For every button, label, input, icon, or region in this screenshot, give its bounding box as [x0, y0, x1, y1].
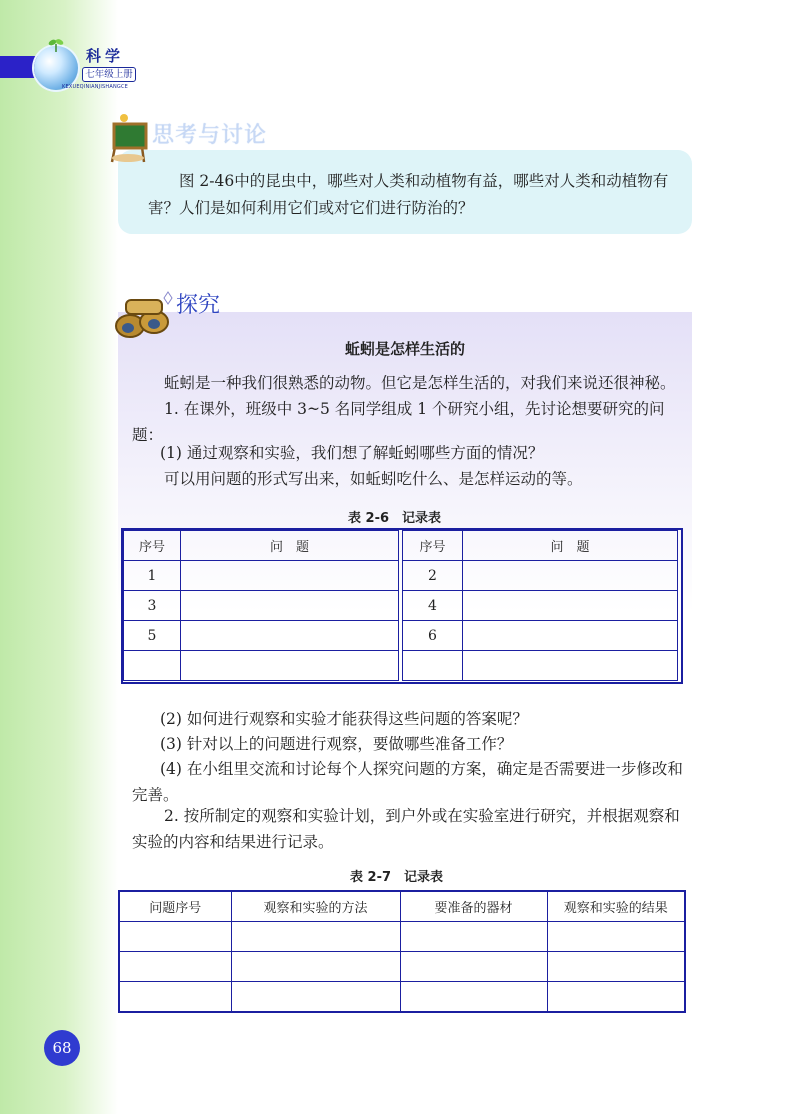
table-header-row	[124, 531, 399, 561]
table-row	[403, 651, 678, 681]
table-row	[124, 621, 399, 651]
table1-right	[402, 530, 678, 681]
table-cell-blank	[231, 952, 400, 982]
table-cell-number	[124, 651, 181, 681]
binoculars-icon	[112, 288, 178, 340]
table-cell-number: 3	[124, 591, 181, 621]
table-cell-blank	[181, 621, 399, 651]
table-row	[403, 561, 678, 591]
table-row	[119, 982, 685, 1013]
table-cell-number: 1	[124, 561, 181, 591]
sprout-icon	[48, 38, 64, 52]
table-header-cell: 要准备的器材	[400, 891, 547, 922]
table-header-cell: 序号	[403, 531, 463, 561]
table-cell-blank	[463, 621, 678, 651]
table-cell-number: 2	[403, 561, 463, 591]
table-cell-blank	[119, 922, 231, 952]
table-cell-number: 4	[403, 591, 463, 621]
left-decor-strip	[0, 0, 118, 1114]
table1-left	[123, 530, 399, 681]
table-cell-blank	[547, 982, 685, 1013]
table-cell-blank	[400, 982, 547, 1013]
explore-title: 探究	[176, 293, 221, 318]
table-header-cell: 序号	[124, 531, 181, 561]
table-header-cell: 问 题	[181, 531, 399, 561]
table-cell-blank	[400, 952, 547, 982]
header-accent-bar	[0, 56, 38, 78]
explore-paragraph: (1) 通过观察和实验，我们想了解蚯蚓哪些方面的情况？	[160, 444, 544, 462]
table1-caption: 表 2-6 记录表	[348, 511, 442, 526]
table-cell-blank	[181, 591, 399, 621]
table-cell-blank	[400, 922, 547, 952]
table-row	[124, 651, 399, 681]
table-cell-number	[403, 651, 463, 681]
table-cell-blank	[463, 651, 678, 681]
table-row	[403, 621, 678, 651]
table-cell-blank	[181, 651, 399, 681]
explore-step: 2. 按所制定的观察和实验计划，到户外或在实验室进行研究，并根据观察和实验的内容和结果进行记录。	[132, 807, 680, 851]
table-header-cell: 观察和实验的结果	[547, 891, 685, 922]
table-cell-blank	[547, 952, 685, 982]
table-cell-blank	[231, 982, 400, 1013]
explore-paragraph: 可以用问题的形式写出来，如蚯蚓吃什么、是怎样运动的等。	[164, 470, 583, 488]
table-cell-blank	[231, 922, 400, 952]
explore-step: (2) 如何进行观察和实验才能获得这些问题的答案呢？	[160, 710, 528, 728]
table-row	[119, 922, 685, 952]
table-cell-number: 6	[403, 621, 463, 651]
table-cell-blank	[181, 561, 399, 591]
table-header-cell: 观察和实验的方法	[231, 891, 400, 922]
explore-step: (4) 在小组里交流和讨论每个人探究问题的方案，确定是否需要进一步修改和完善。	[132, 760, 683, 804]
table-cell-blank	[547, 922, 685, 952]
table-header-cell: 问题序号	[119, 891, 231, 922]
explore-step: (3) 针对以上的问题进行观察，要做哪些准备工作？	[160, 735, 513, 753]
table-header-cell: 问 题	[463, 531, 678, 561]
series-title: 科学	[86, 47, 125, 65]
table-row	[124, 591, 399, 621]
table-cell-blank	[463, 591, 678, 621]
table2-caption: 表 2-7 记录表	[350, 870, 444, 885]
explore-paragraph: 1. 在课外，班级中 3~5 名同学组成 1 个研究小组，先讨论想要研究的问题：	[132, 400, 665, 444]
grade-label: 七年级上册	[82, 67, 136, 82]
page-number: 68	[44, 1030, 80, 1066]
table2	[118, 890, 686, 1013]
table-cell-blank	[119, 952, 231, 982]
think-discuss-text: 图 2-46中的昆虫中，哪些对人类和动植物有益，哪些对人类和动植物有害？人们是如何利用它们或对它们进行防治的？	[148, 172, 669, 217]
table-row	[124, 561, 399, 591]
table-cell-blank	[463, 561, 678, 591]
table-cell-blank	[119, 982, 231, 1013]
explore-paragraph: 蚯蚓是一种我们很熟悉的动物。但它是怎样生活的，对我们来说还很神秘。	[164, 374, 676, 392]
chalkboard-icon	[104, 112, 158, 168]
table-header-row	[119, 891, 685, 922]
table-header-row	[403, 531, 678, 561]
series-pinyin: KEXUEQINIANJISHANGCE	[62, 84, 129, 90]
table-row	[403, 591, 678, 621]
table-row	[119, 952, 685, 982]
think-discuss-title: 思考与讨论	[152, 123, 268, 148]
table-cell-number: 5	[124, 621, 181, 651]
explore-heading: 蚯蚓是怎样生活的	[344, 340, 465, 358]
